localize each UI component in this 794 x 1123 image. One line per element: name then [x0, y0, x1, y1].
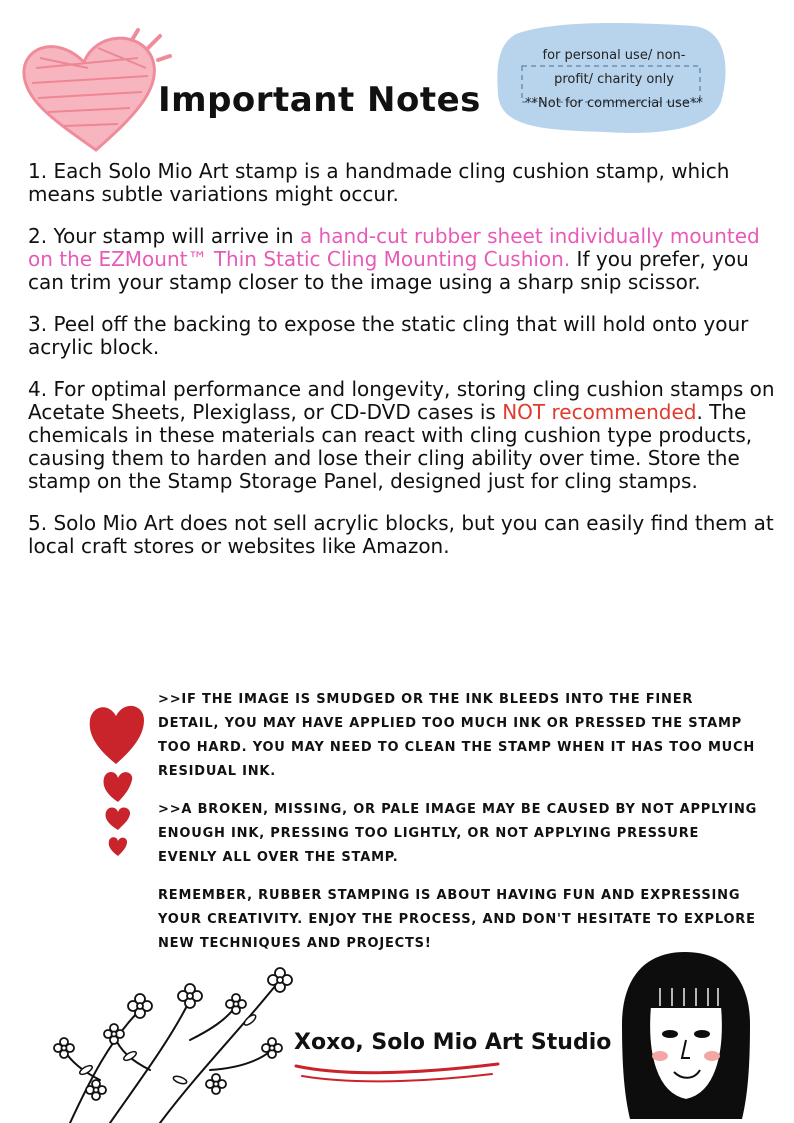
note-2-text: 2. Your stamp will arrive in	[28, 224, 300, 248]
badge-line-1: for personal use/ non-	[542, 48, 686, 63]
tip-1: >>IF THE IMAGE IS SMUDGED OR THE INK BLEEDS INTO THE FINER DETAIL, YOU MAY HAVE APPLIED TOO MUCH INK OR PRESSED THE STAMP TOO HARD. YOU MAY NEED TO CLEAN THE STAMP WHEN IT HAS TOO MUCH RESIDUAL INK.	[158, 692, 756, 779]
note-4-rest: . The chemicals in these materials can react with cling cushion type products, causing them to harden and lose their cling ability over time. Store the stamp on the Stamp Storage Panel, designed just for cling stamps.	[28, 400, 753, 493]
note-4-text: 4. For optimal performance and longevity, storing cling cushion stamps on Acetate Sheets, Plexiglass, or CD-DVD cases is	[28, 377, 775, 424]
swoosh-underline-icon	[292, 1056, 502, 1086]
tip-3: REMEMBER, RUBBER STAMPING IS ABOUT HAVING FUN AND EXPRESSING YOUR CREATIVITY. ENJOY THE PROCESS, AND DON'T HESITATE TO EXPLORE NEW TECHNIQUES AND PROJECTS!	[158, 888, 756, 951]
note-1: 1. Each Solo Mio Art stamp is a handmade cling cushion stamp, which means subtle variations might occur.	[28, 159, 730, 206]
tip-2: >>A BROKEN, MISSING, OR PALE IMAGE MAY BE CAUSED BY NOT APPLYING ENOUGH INK, PRESSING TOO LIGHTLY, OR NOT APPLYING PRESSURE EVENLY ALL OVER THE STAMP.	[158, 802, 758, 865]
flower-branch-icon	[40, 960, 310, 1123]
note-2-rest: If you prefer, you can trim your stamp closer to the image using a sharp snip scissor.	[28, 247, 749, 294]
note-3: 3. Peel off the backing to expose the static cling that will hold onto your acrylic block.	[28, 312, 749, 359]
note-2	[28, 225, 776, 294]
note-4	[28, 378, 776, 493]
usage-badge	[514, 44, 714, 116]
badge-line-2: profit/ charity only	[554, 72, 674, 87]
note-4-highlight: NOT recommended	[502, 400, 697, 424]
hearts-column-icon	[86, 698, 150, 862]
badge-line-3: **Not for commercial use**	[525, 96, 703, 111]
tips-section	[158, 688, 758, 970]
girl-illustration-icon	[610, 944, 760, 1119]
notes-list	[28, 160, 776, 577]
page-title: Important Notes	[158, 80, 481, 120]
note-5: 5. Solo Mio Art does not sell acrylic blocks, but you can easily find them at local craft stores or websites like Amazon.	[28, 511, 774, 558]
signature: Xoxo, Solo Mio Art Studio	[294, 1030, 612, 1055]
note-2-highlight: a hand-cut rubber sheet individually mounted on the EZMount™ Thin Static Cling Mounting Cushion.	[28, 224, 760, 271]
